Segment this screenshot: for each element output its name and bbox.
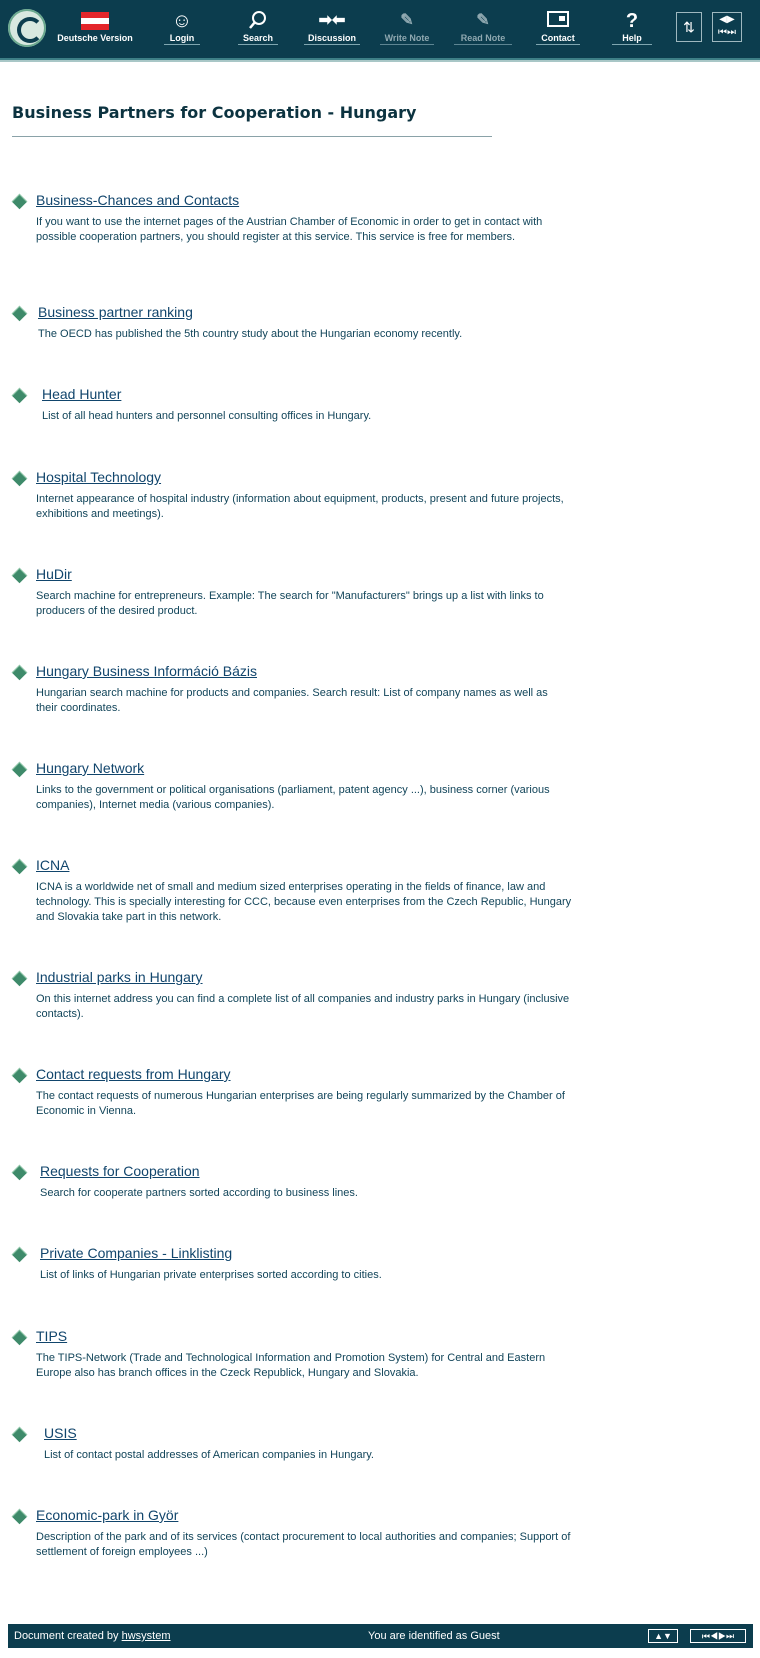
- page-navigation-button[interactable]: [712, 12, 742, 42]
- nav-arrows-icon: ◀▶ ⏮⏭: [718, 14, 736, 38]
- diamond-bullet-icon: [12, 1330, 28, 1346]
- diamond-bullet-icon: [12, 762, 28, 778]
- up-down-triangle-icon: ▲▼: [654, 1631, 672, 1641]
- diamond-bullet-icon: [12, 971, 28, 987]
- entry-link[interactable]: HuDir: [36, 566, 72, 582]
- identity-status: You are identified as Guest: [368, 1630, 500, 1642]
- entry-description: If you want to use the internet pages of the Austrian Chamber of Economic in order to get in contact with possible cooperation partners, you should register at this service. This service is free for members.: [36, 216, 543, 243]
- login-icon: ☺: [171, 10, 193, 32]
- diamond-bullet-icon: [12, 1165, 28, 1181]
- read-note-icon: ✎: [476, 12, 490, 29]
- german-version-label: Deutsche Version: [57, 33, 133, 43]
- entry-description: List of contact postal addresses of American companies in Hungary.: [44, 1449, 374, 1461]
- contact-label: Contact: [541, 33, 575, 43]
- read-note-label: Read Note: [460, 33, 506, 43]
- entry-link[interactable]: Hospital Technology: [36, 469, 162, 485]
- diamond-bullet-icon: [12, 1509, 28, 1525]
- footer-scroll-button[interactable]: [648, 1629, 678, 1643]
- contact-icon: [532, 10, 584, 32]
- help-button[interactable]: [608, 0, 656, 58]
- entry-link[interactable]: Head Hunter: [42, 386, 122, 402]
- discussion-underline: [304, 44, 360, 45]
- write-note-button[interactable]: [376, 0, 438, 58]
- entry-description: Description of the park and of its services (contact procurement to local authorities and companies; Support of settlement of foreign employees ...): [36, 1531, 571, 1558]
- entry-link[interactable]: TIPS: [36, 1328, 68, 1344]
- footer-bar: [8, 1624, 753, 1648]
- write-note-underline: [380, 44, 434, 45]
- entry-description: Search for cooperate partners sorted according to business lines.: [40, 1187, 358, 1199]
- write-note-label: Write Note: [384, 33, 430, 43]
- help-label: Help: [622, 33, 642, 43]
- search-icon: [234, 10, 282, 32]
- entry-description: List of links of Hungarian private enterprises sorted according to cities.: [40, 1269, 382, 1281]
- discussion-button[interactable]: [300, 0, 364, 58]
- entry-description: On this internet address you can find a complete list of all companies and industry parks in Hungary (inclusive contacts).: [36, 993, 570, 1020]
- diamond-bullet-icon: [12, 1427, 28, 1443]
- entry-link[interactable]: Industrial parks in Hungary: [36, 969, 203, 985]
- search-underline: [238, 44, 278, 45]
- scroll-up-down-button[interactable]: [676, 12, 702, 42]
- entry-link[interactable]: Contact requests from Hungary: [36, 1066, 231, 1082]
- footer-page-nav-button[interactable]: [690, 1629, 746, 1643]
- entry-link[interactable]: Business partner ranking: [38, 304, 193, 320]
- entry-link[interactable]: USIS: [44, 1425, 77, 1441]
- read-note-underline: [454, 44, 512, 45]
- read-note-button[interactable]: [450, 0, 516, 58]
- entry-description: Links to the government or political organisations (parliament, patent agency ...), business corner (various companies), Internet media (various companies).: [36, 784, 550, 811]
- first-prev-next-last-icon: ⏮◀▶⏭: [701, 1631, 735, 1641]
- entry-description: The TIPS-Network (Trade and Technological Information and Promotion System) for Central and Eastern Europe also has branch offices in the Czeck Republick, Hungary and Slovakia.: [36, 1352, 546, 1379]
- entry-link[interactable]: ICNA: [36, 857, 70, 873]
- entry-description: List of all head hunters and personnel consulting offices in Hungary.: [42, 410, 372, 422]
- login-underline: [164, 44, 200, 45]
- entry-description: Search machine for entrepreneurs. Example: The search for "Manufacturers" brings up a list with links to producers of the desired product.: [36, 590, 544, 617]
- help-underline: [612, 44, 652, 45]
- entry-description: Internet appearance of hospital industry (information about equipment, products, present and future projects, exhibitions and meetings).: [36, 493, 564, 520]
- top-navigation-bar: [0, 0, 760, 58]
- discussion-icon: ➡⬅: [318, 12, 346, 29]
- entry-link[interactable]: Private Companies - Linklisting: [40, 1245, 233, 1261]
- discussion-label: Discussion: [307, 33, 356, 43]
- entry-link[interactable]: Economic-park in Györ: [36, 1507, 179, 1523]
- footer-credit-prefix: Document created by: [14, 1630, 119, 1642]
- diamond-bullet-icon: [12, 194, 28, 210]
- diamond-bullet-icon: [12, 471, 28, 487]
- entry-description: The contact requests of numerous Hungarian enterprises are being regularly summarized by the Chamber of Economic in Vienna.: [36, 1090, 565, 1117]
- entry-description: The OECD has published the 5th country study about the Hungarian economy recently.: [38, 328, 463, 340]
- diamond-bullet-icon: [12, 306, 28, 322]
- footer-credit: [14, 1630, 171, 1642]
- entry-link[interactable]: Business-Chances and Contacts: [36, 192, 240, 208]
- entry-link[interactable]: Requests for Cooperation: [40, 1163, 200, 1179]
- diamond-bullet-icon: [12, 388, 28, 404]
- search-button[interactable]: [234, 0, 282, 58]
- diamond-bullet-icon: [12, 665, 28, 681]
- entry-link[interactable]: Hungary Business Információ Bázis: [36, 663, 257, 679]
- diamond-bullet-icon: [12, 859, 28, 875]
- write-note-icon: ✎: [400, 12, 414, 29]
- header-divider: [0, 58, 760, 62]
- entry-description: ICNA is a worldwide net of small and medium sized enterprises operating in the fields of finance, law and technology. This is specially interesting for CCC, because even enterprises from the Czech Republic, Hungary and Slovakia take part in this network.: [36, 881, 572, 923]
- arrow-up-down-icon: ⇅: [683, 19, 695, 35]
- diamond-bullet-icon: [12, 1068, 28, 1084]
- entry-link[interactable]: Hungary Network: [36, 760, 145, 776]
- title-underline: [12, 136, 492, 137]
- entry-description: Hungarian search machine for products and companies. Search result: List of company names as well as their coordinates.: [36, 687, 548, 714]
- german-version-button[interactable]: [52, 0, 138, 58]
- help-icon: ?: [625, 10, 639, 32]
- page-title: Business Partners for Cooperation - Hungary: [12, 103, 417, 122]
- hwsystem-link[interactable]: hwsystem: [121, 1630, 171, 1642]
- search-label: Search: [242, 33, 274, 43]
- diamond-bullet-icon: [12, 1247, 28, 1263]
- contact-underline: [536, 44, 580, 45]
- austria-flag-icon: [81, 12, 109, 30]
- contact-button[interactable]: [532, 0, 584, 58]
- diamond-bullet-icon: [12, 568, 28, 584]
- login-button[interactable]: [160, 0, 204, 58]
- logo-icon[interactable]: [8, 9, 46, 47]
- login-label: Login: [169, 33, 195, 43]
